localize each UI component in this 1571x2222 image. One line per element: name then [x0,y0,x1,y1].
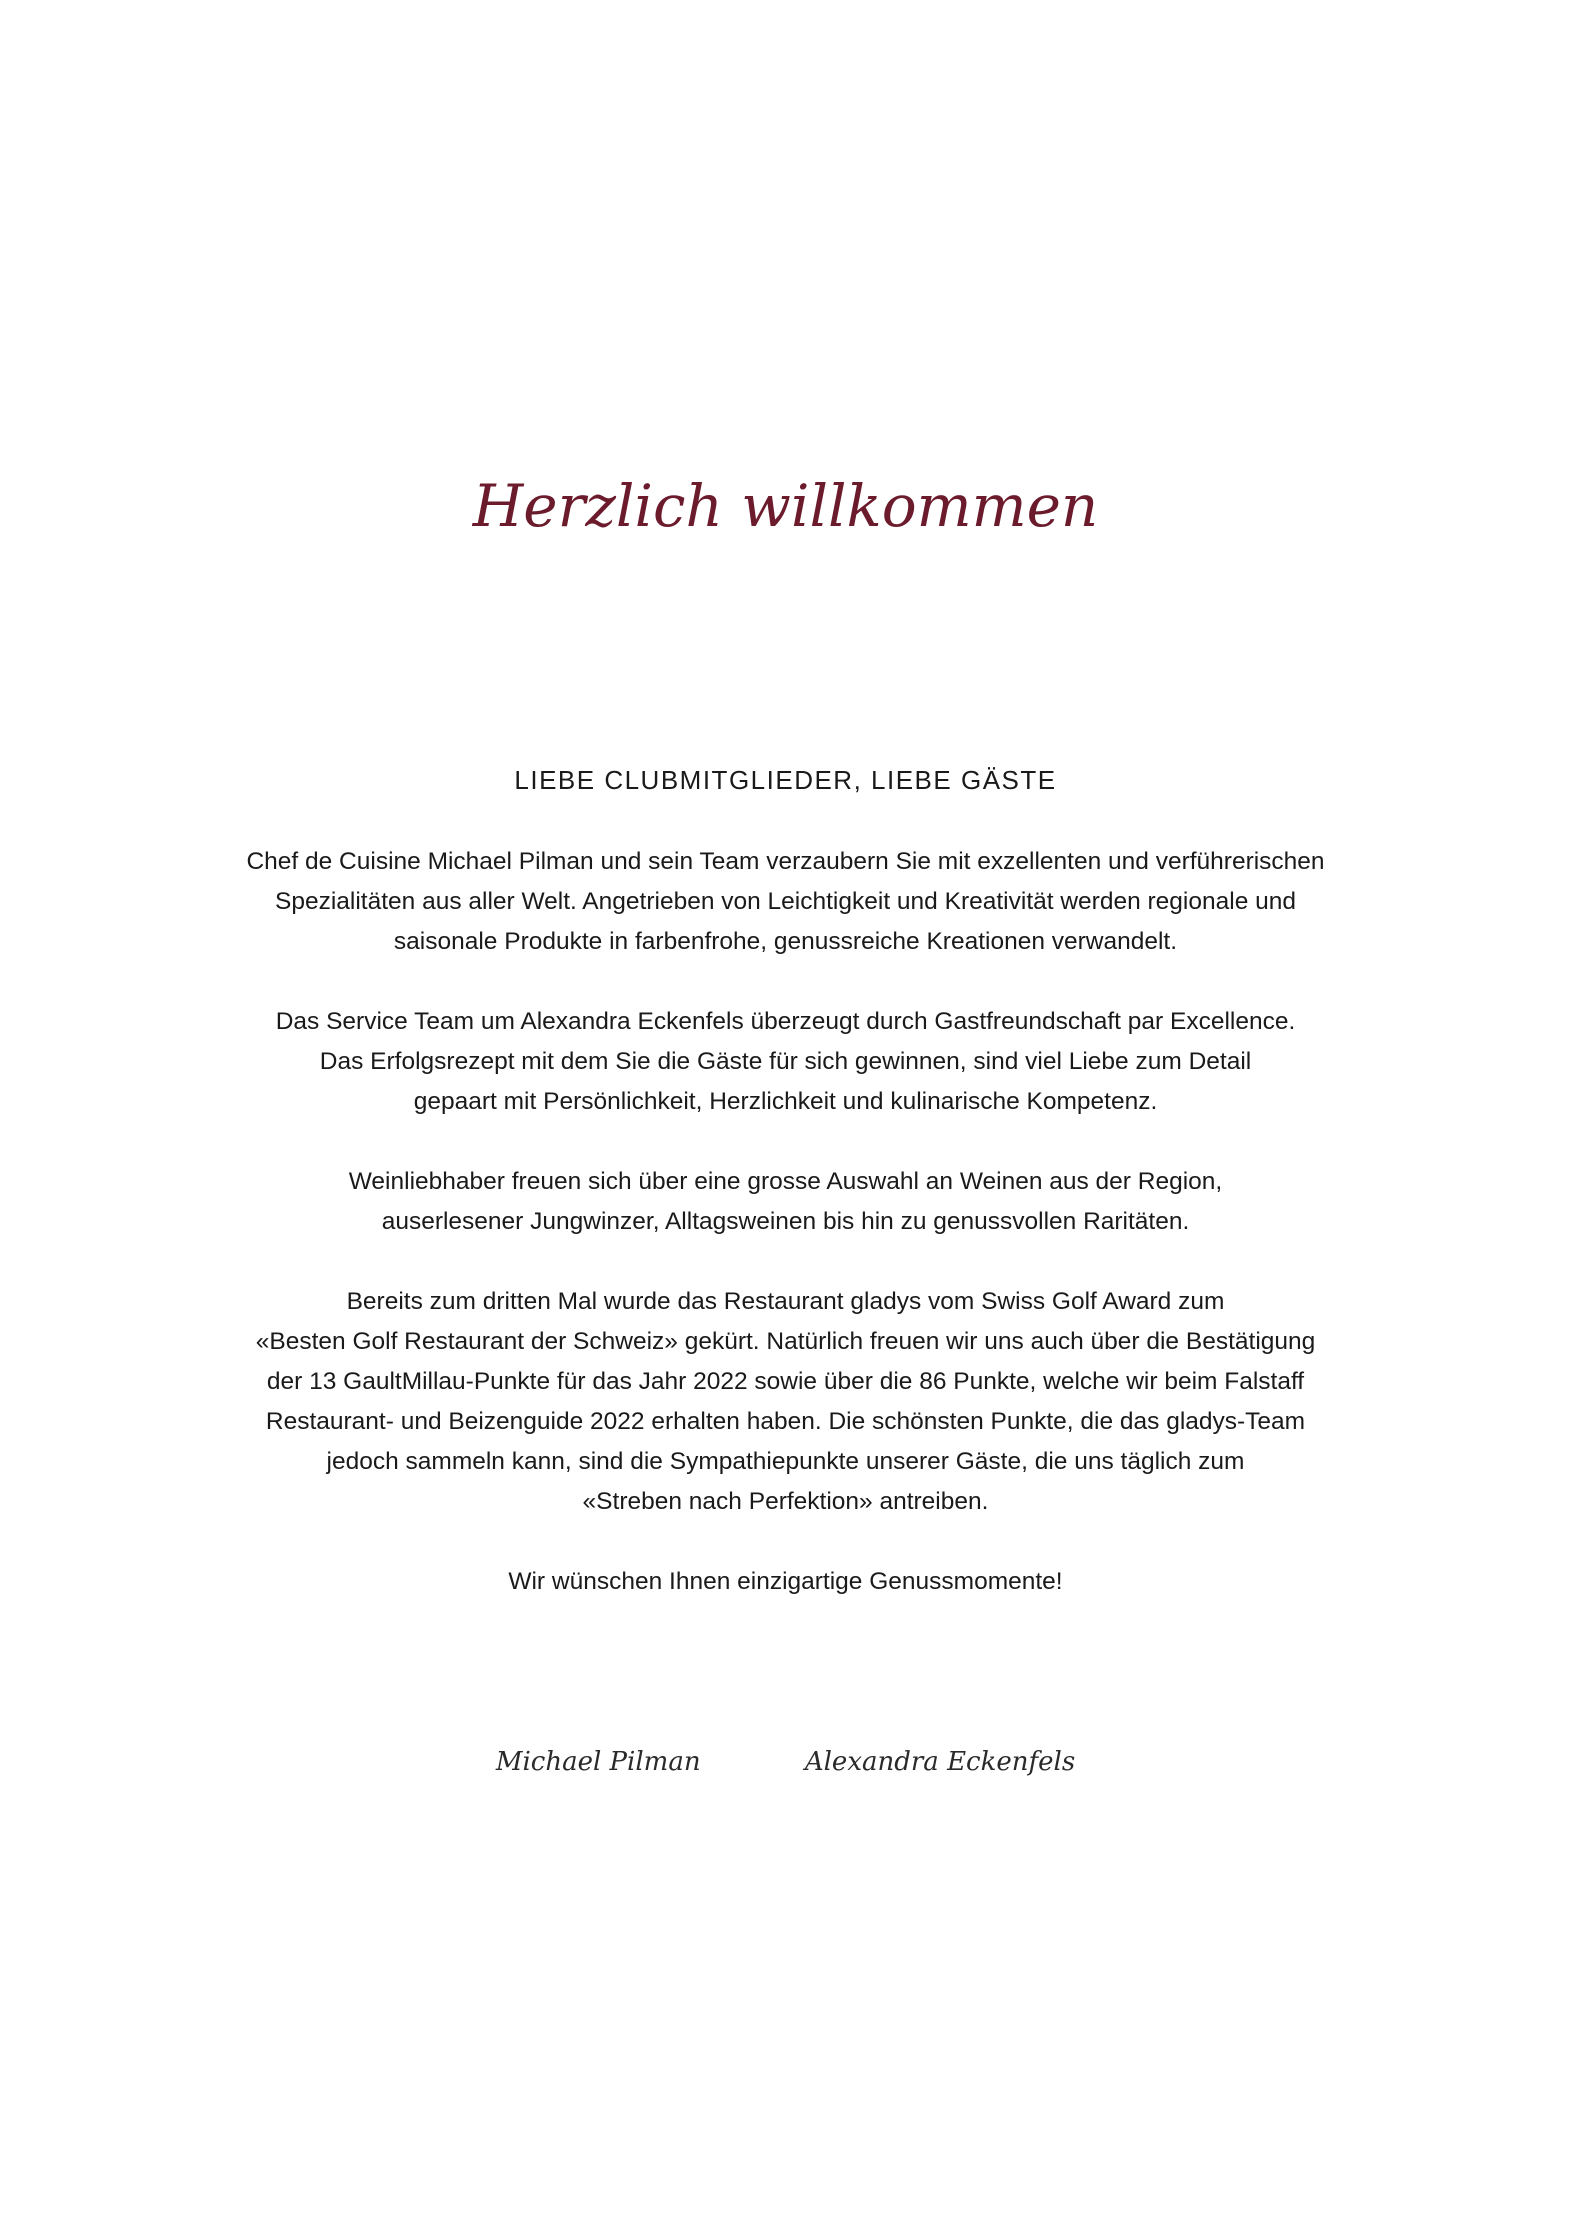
text-line: «Besten Golf Restaurant der Schweiz» gekürt. Natürlich freuen wir uns auch über die Bestätigung [255,1328,1316,1355]
text-line: Chef de Cuisine Michael Pilman und sein Team verzaubern Sie mit exzellenten und verführerischen [246,848,1325,875]
text-line: auserlesener Jungwinzer, Alltagsweinen bis hin zu genussvollen Raritäten. [381,1208,1190,1235]
page-title: Herzlich willkommen [472,472,1099,540]
text-line: der 13 GaultMillau-Punkte für das Jahr 2022 sowie über die 86 Punkte, welche wir beim Falstaff [266,1368,1305,1395]
text-line: Weinliebhaber freuen sich über eine grosse Auswahl an Weinen aus der Region, [348,1168,1223,1195]
welcome-text [160,842,1411,1642]
paragraph-wine [160,1162,1411,1242]
text-line: Bereits zum dritten Mal wurde das Restaurant gladys vom Swiss Golf Award zum [346,1288,1225,1315]
text-line: gepaart mit Persönlichkeit, Herzlichkeit und kulinarische Kompetenz. [413,1088,1158,1115]
signature-chef: Michael Pilman [495,1747,701,1777]
text-line: Wir wünschen Ihnen einzigartige Genussmomente! [508,1568,1063,1595]
text-line: saisonale Produkte in farbenfrohe, genussreiche Kreationen verwandelt. [393,928,1178,955]
text-line: jedoch sammeln kann, sind die Sympathiepunkte unserer Gäste, die uns täglich zum [326,1448,1245,1475]
signature-service: Alexandra Eckenfels [804,1747,1076,1777]
text-line: «Streben nach Perfektion» antreiben. [582,1488,989,1515]
paragraph-closing [160,1562,1411,1602]
text-line: Das Service Team um Alexandra Eckenfels überzeugt durch Gastfreundschaft par Excellence. [275,1008,1296,1035]
salutation-heading: LIEBE CLUBMITGLIEDER, LIEBE GÄSTE [514,765,1057,795]
paragraph-service [160,1002,1411,1122]
text-line: Spezialitäten aus aller Welt. Angetrieben von Leichtigkeit und Kreativität werden regionale und [274,888,1297,915]
text-line: Das Erfolgsrezept mit dem Sie die Gäste für sich gewinnen, sind viel Liebe zum Detail [319,1048,1252,1075]
paragraph-cuisine [160,842,1411,962]
paragraph-awards [160,1282,1411,1522]
text-line: Restaurant- und Beizenguide 2022 erhalten haben. Die schönsten Punkte, die das gladys-Team [265,1408,1306,1435]
signatures [0,1742,1571,1782]
